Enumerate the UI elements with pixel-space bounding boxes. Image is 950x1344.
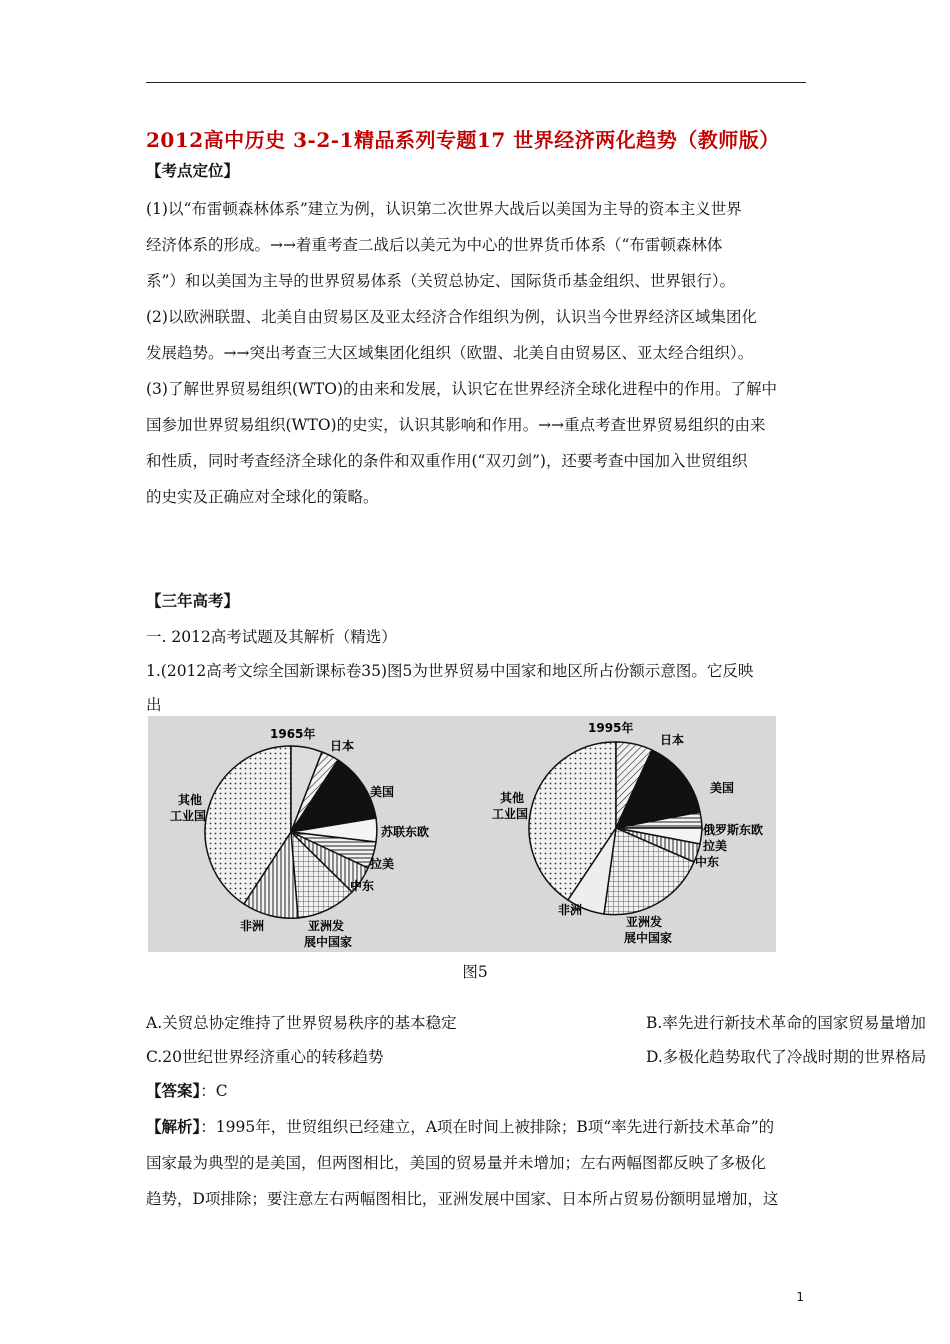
- label-asia-developing-2: 展中国家: [624, 931, 673, 945]
- label-asia-developing-1: 亚洲发: [308, 919, 345, 933]
- label-middle-east: 中东: [350, 879, 375, 893]
- option-c: [146, 1046, 927, 1068]
- question-stem: 1.(2012高考文综全国新课标卷35)图5为世界贸易中国家和地区所占份额示意图。它反映: [146, 662, 754, 680]
- paragraph-line: 和性质，同时考查经济全球化的条件和双重作用(“双刃剑”)，还要考查中国加入世贸组织: [146, 452, 748, 470]
- analysis-line: 国家最为典型的是美国，但两图相比，美国的贸易量并未增加；左右两幅图都反映了多极化: [146, 1154, 767, 1172]
- label-ussr-eeurope: 苏联东欧: [381, 825, 430, 839]
- analysis-line: [146, 1116, 810, 1138]
- figure-caption: 图5: [462, 963, 488, 981]
- label-japan: 日本: [330, 739, 355, 753]
- label-asia-developing-2: 展中国家: [304, 935, 353, 949]
- label-russia-eeurope: 俄罗斯东欧: [703, 823, 764, 837]
- section-heading-kaodian: 【考点定位】: [146, 161, 240, 180]
- label-africa: 非洲: [240, 919, 265, 933]
- option-a-text: A.关贸总协定维持了世界贸易秩序的基本稳定: [146, 1014, 457, 1032]
- option-d-text: D.多极化趋势取代了冷战时期的世界格局: [646, 1048, 927, 1066]
- option-c-text: C.20世纪世界经济重心的转移趋势: [146, 1048, 384, 1066]
- paragraph-line: (1)以“布雷顿森林体系”建立为例，认识第二次世界大战后以美国为主导的资本主义世界: [146, 200, 742, 218]
- header-rule: [146, 82, 806, 83]
- label-other-1: 其他: [500, 791, 525, 805]
- label-japan: 日本: [660, 733, 685, 747]
- answer-line: [146, 1080, 810, 1102]
- label-middle-east: 中东: [695, 855, 720, 869]
- pie-1965: [170, 726, 430, 949]
- label-other-2: 工业国: [492, 807, 529, 821]
- subsection-title: 一. 2012高考试题及其解析（精选）: [146, 628, 397, 646]
- paragraph-line: 经济体系的形成。→→着重考查二战后以美元为中心的世界货币体系（“布雷顿森林体: [146, 236, 723, 254]
- paragraph-line: 发展趋势。→→突出考查三大区域集团化组织（欧盟、北美自由贸易区、亚太经合组织）。: [146, 344, 754, 362]
- label-latin-america: 拉美: [370, 857, 395, 871]
- option-a: [146, 1012, 926, 1034]
- paragraph-line: (2)以欧洲联盟、北美自由贸易区及亚太经济合作组织为例，认识当今世界经济区域集团化: [146, 308, 757, 326]
- option-b-text: B.率先进行新技术革命的国家贸易量增加: [646, 1014, 926, 1032]
- document-title: 2012高中历史 3-2-1精品系列专题17 世界经济两化趋势（教师版）: [146, 128, 780, 152]
- paragraph-line: 国参加世界贸易组织(WTO)的史实，认识其影响和作用。→→重点考查世界贸易组织的由来: [146, 416, 766, 434]
- label-africa: 非洲: [558, 903, 583, 917]
- figure-pie-charts: [148, 716, 776, 952]
- pie-1995: [492, 720, 764, 945]
- label-other-1: 其他: [178, 793, 203, 807]
- page-number: 1: [796, 1290, 804, 1304]
- pie-1995-year: 1995年: [588, 721, 634, 735]
- question-stem-continued: 出: [146, 696, 162, 714]
- analysis-text: ：1995年，世贸组织已经建立，A项在时间上被排除；B项“率先进行新技术革命”的: [200, 1118, 775, 1136]
- label-latin-america: 拉美: [703, 839, 728, 853]
- paragraph-line: 的史实及正确应对全球化的策略。: [146, 488, 379, 506]
- label-usa: 美国: [710, 781, 735, 795]
- paragraph-line: 系”）和以美国为主导的世界贸易体系（关贸总协定、国际货币基金组织、世界银行）。: [146, 272, 736, 290]
- answer-label: 【答案】: [146, 1081, 201, 1100]
- label-usa: 美国: [370, 785, 395, 799]
- paragraph-line: (3)了解世界贸易组织(WTO)的由来和发展，认识它在世界经济全球化进程中的作用。了解中: [146, 380, 778, 398]
- answer-value: ：C: [200, 1082, 228, 1100]
- analysis-line: 趋势，D项排除；要注意左右两幅图相比，亚洲发展中国家、日本所占贸易份额明显增加，这: [146, 1190, 779, 1208]
- section-heading-sannian: 【三年高考】: [146, 591, 240, 610]
- analysis-label: 【解析】: [146, 1117, 201, 1136]
- pie-1965-year: 1965年: [270, 727, 316, 741]
- label-asia-developing-1: 亚洲发: [626, 915, 663, 929]
- label-other-2: 工业国: [170, 809, 207, 823]
